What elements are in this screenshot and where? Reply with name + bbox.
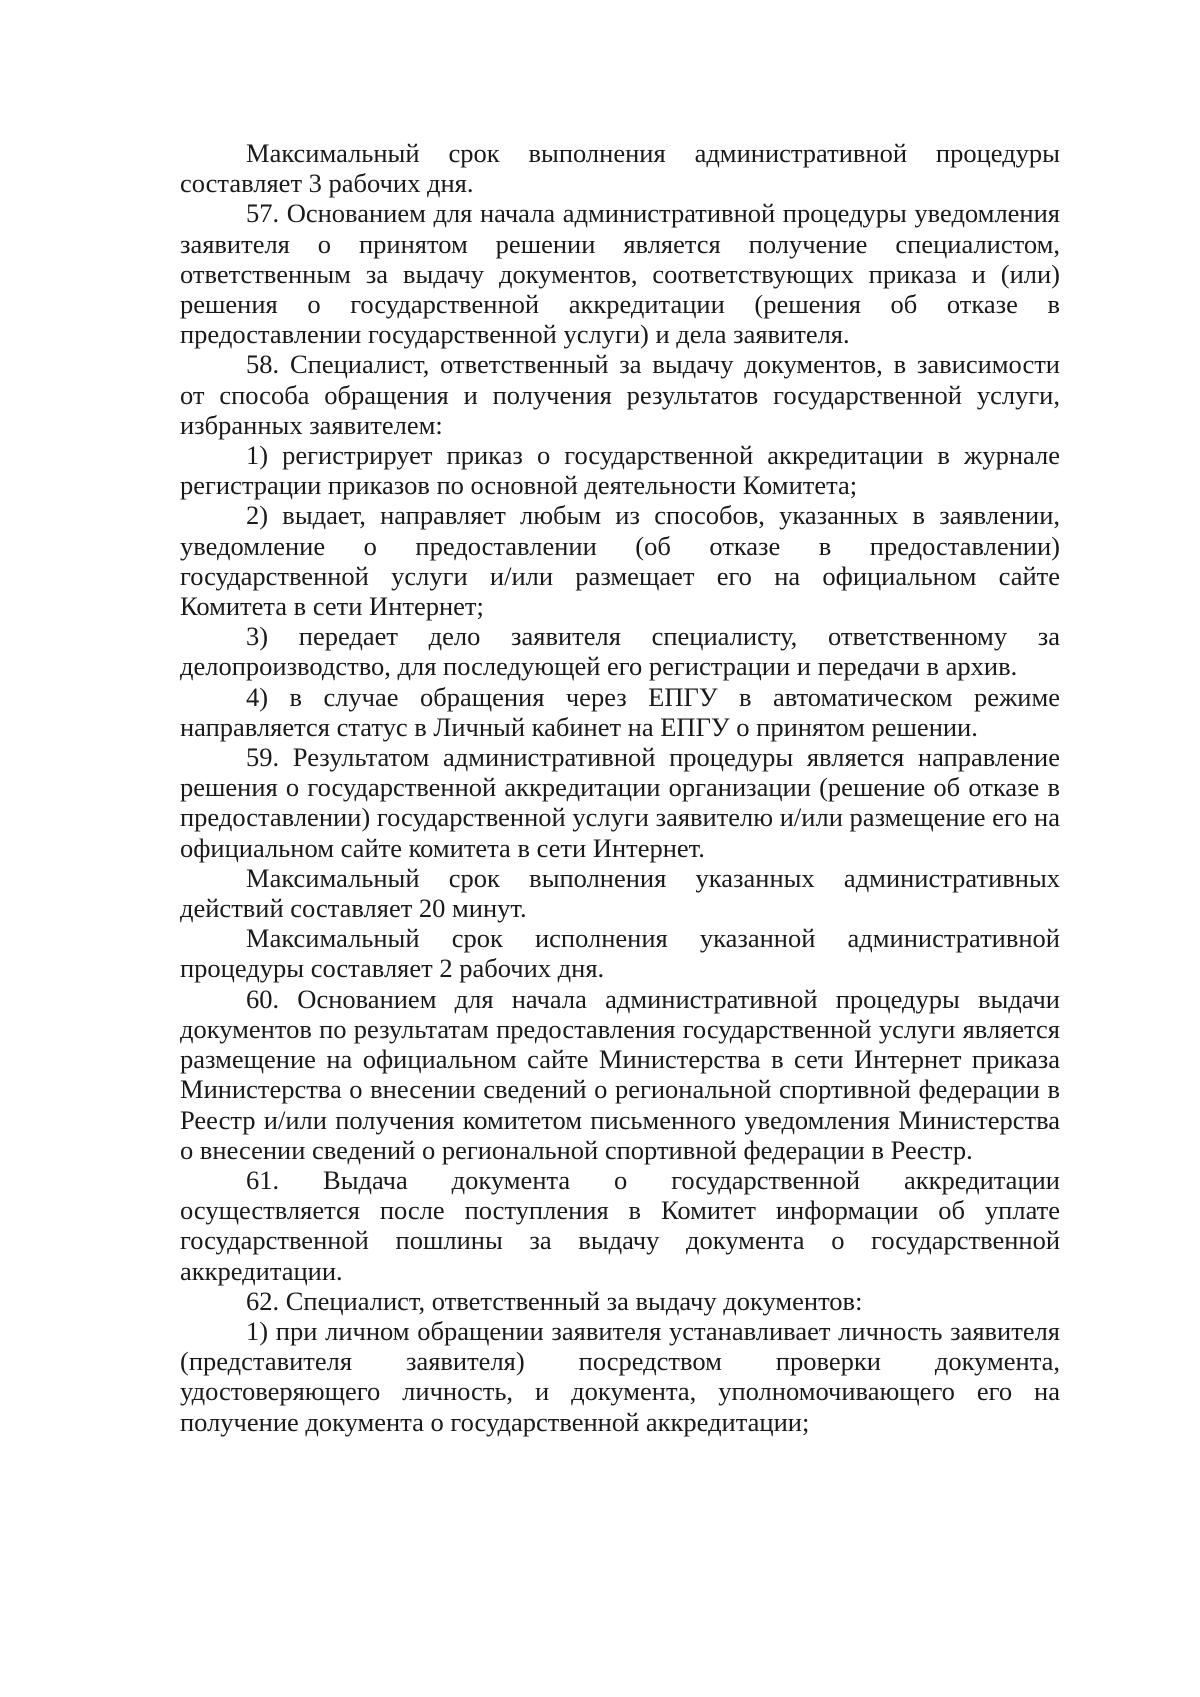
paragraph-61: 61. Выдача документа о государственной аккредитации осуществляется после поступления в Комитет информации об уплате государственной пошлины за выдачу документа о государственной аккредитации. <box>180 1164 1060 1286</box>
paragraph-max-term-2-days: Максимальный срок исполнения указанной административной процедуры составляет 2 рабочих дня. <box>180 923 1060 984</box>
paragraph-62: 62. Специалист, ответственный за выдачу документов: <box>246 1285 863 1316</box>
paragraph-58: 58. Специалист, ответственный за выдачу документов, в зависимости от способа обращения и получения результатов государственной услуги, избранных заявителем: <box>180 349 1060 440</box>
paragraph-57: 57. Основанием для начала административной процедуры уведомления заявителя о принятом решении является получение специалистом, ответственным за выдачу документов, соответствующих приказа и (или) решения о государственной аккредитации (решения об отказе в предоставлении государственной услуги) и дела заявителя. <box>180 198 1060 350</box>
paragraph-58-item-2: 2) выдает, направляет любым из способов, указанных в заявлении, уведомление о предоставлении (об отказе в предоставлении) государственной услуги и/или размещает его на официальном сайте Комитета в сети Интернет; <box>180 500 1060 622</box>
paragraph-58-item-1: 1) регистрирует приказ о государственной аккредитации в журнале регистрации приказов по основной деятельности Комитета; <box>180 440 1060 501</box>
paragraph-58-item-4: 4) в случае обращения через ЕПГУ в автоматическом режиме направляется статус в Личный кабинет на ЕПГУ о принятом решении. <box>180 681 1060 742</box>
document-body <box>180 138 1060 1437</box>
paragraph-62-item-1: 1) при личном обращении заявителя устанавливает личность заявителя (представителя заявителя) посредством проверки документа, удостоверяющего личность, и документа, уполномочивающего его на получение документа о государственной аккредитации; <box>180 1315 1060 1437</box>
paragraph-max-term-20-min: Максимальный срок выполнения указанных административных действий составляет 20 минут. <box>180 862 1060 924</box>
paragraph-58-item-3: 3) передает дело заявителя специалисту, ответственному за делопроизводство, для последующей его регистрации и передачи в архив. <box>180 621 1060 682</box>
paragraph-60: 60. Основанием для начала административной процедуры выдачи документов по результатам предоставления государственной услуги является размещение на официальном сайте Министерства в сети Интернет приказа Министерства о внесении сведений о региональной спортивной федерации в Реестр и/или получения комитетом письменного уведомления Министерства о внесении сведений о региональной спортивной федерации в Реестр. <box>180 983 1060 1165</box>
paragraph-59: 59. Результатом административной процедуры является направление решения о государственной аккредитации организации (решение об отказе в предоставлении) государственной услуги заявителю и/или размещение его на официальном сайте комитета в сети Интернет. <box>180 742 1060 863</box>
paragraph-max-term-3-days: Максимальный срок выполнения административной процедуры составляет 3 рабочих дня. <box>180 138 1060 199</box>
